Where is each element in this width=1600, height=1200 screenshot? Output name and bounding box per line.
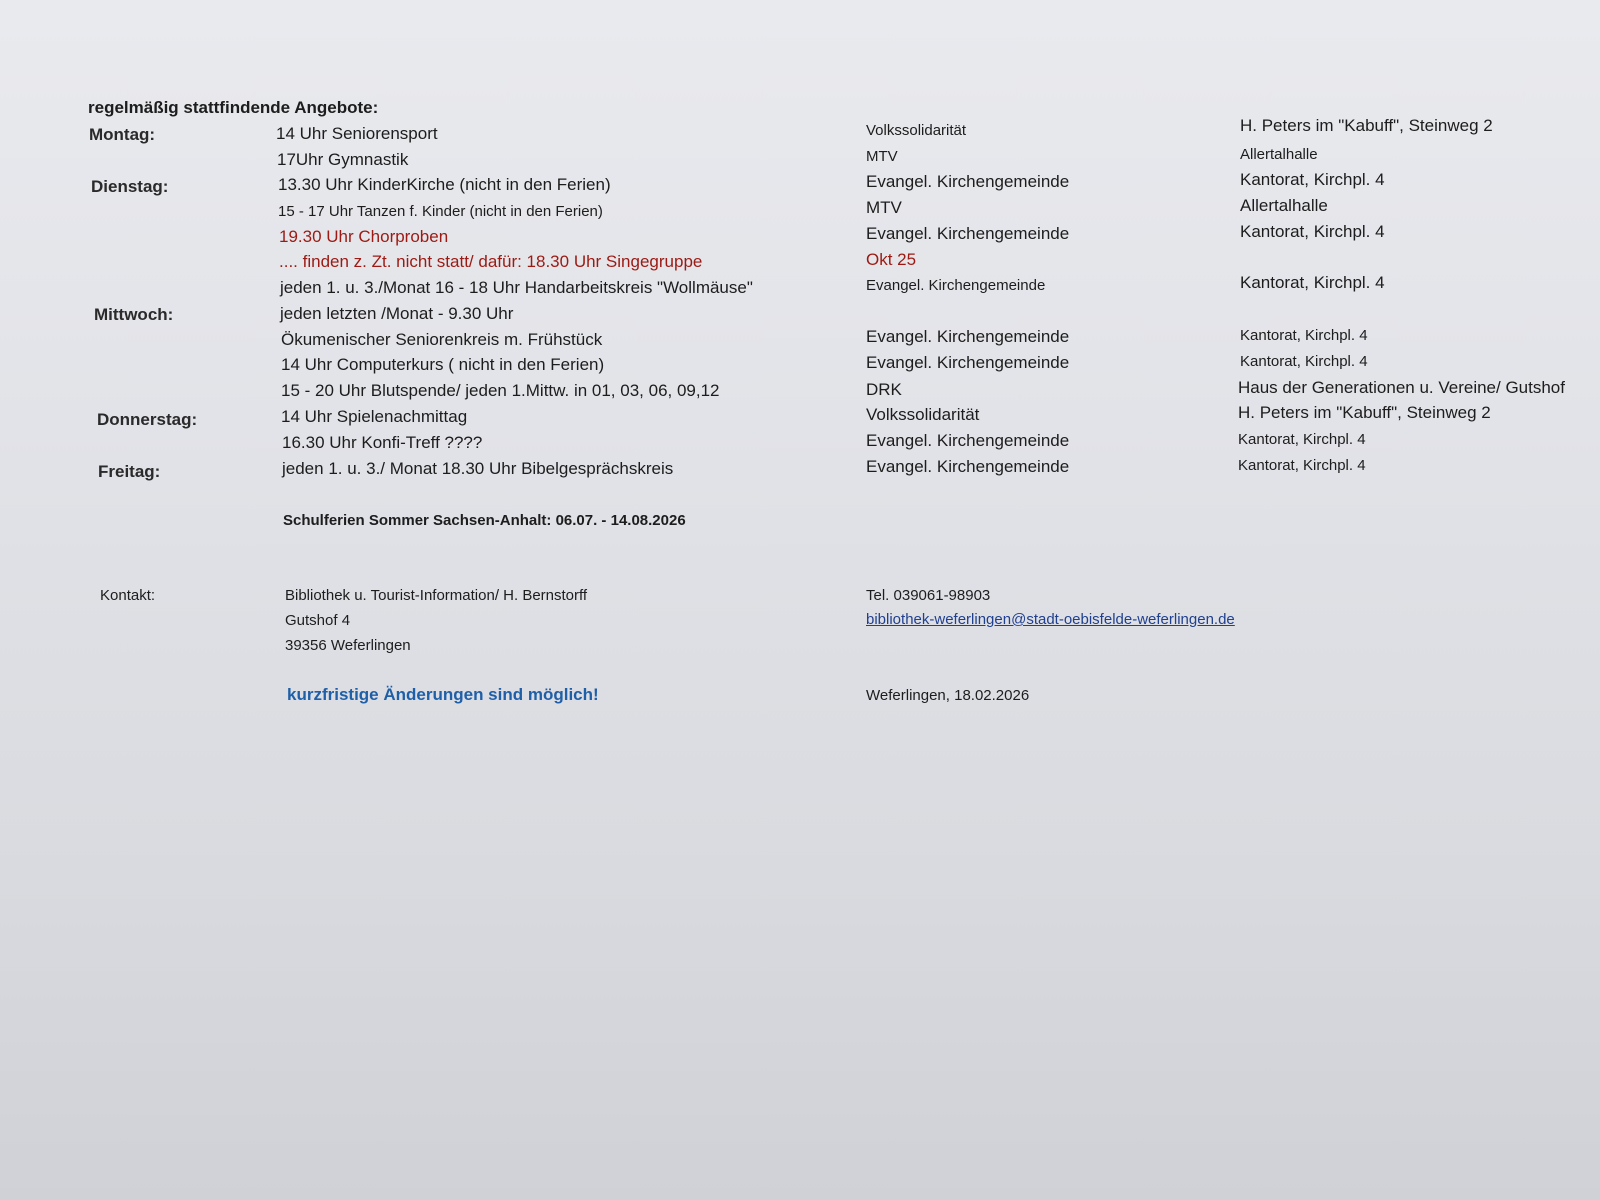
day-label-mittwoch: Mittwoch: [94, 305, 174, 324]
organizer-text: Volkssolidarität [866, 405, 980, 424]
event-text: .... finden z. Zt. nicht statt/ dafür: 18.30 Uhr Singegruppe [279, 252, 703, 271]
location-text: Kantorat, Kirchpl. 4 [1238, 457, 1366, 474]
event-text: 15 - 20 Uhr Blutspende/ jeden 1.Mittw. in 01, 03, 06, 09,12 [281, 381, 720, 400]
event-text: 13.30 Uhr KinderKirche (nicht in den Ferien) [278, 175, 611, 194]
organizer-text: Evangel. Kirchengemeinde [866, 457, 1070, 476]
day-label-dienstag: Dienstag: [91, 177, 169, 196]
event-text: Ökumenischer Seniorenkreis m. Frühstück [281, 330, 603, 349]
event-text: 15 - 17 Uhr Tanzen f. Kinder (nicht in den Ferien) [278, 203, 603, 220]
location-text: Kantorat, Kirchpl. 4 [1238, 431, 1366, 448]
event-text: jeden 1. u. 3./Monat 16 - 18 Uhr Handarbeitskreis "Wollmäuse" [280, 278, 753, 297]
event-text: jeden letzten /Monat - 9.30 Uhr [280, 304, 514, 323]
event-text: 19.30 Uhr Chorproben [279, 227, 449, 246]
location-text: Kantorat, Kirchpl. 4 [1240, 222, 1385, 241]
contact-name: Bibliothek u. Tourist-Information/ H. Bernstorff [285, 587, 588, 604]
organizer-text: Volkssolidarität [866, 122, 967, 139]
location-text: Kantorat, Kirchpl. 4 [1240, 273, 1385, 292]
contact-phone: Tel. 039061-98903 [866, 587, 991, 604]
location-text: Allertalhalle [1240, 196, 1328, 215]
day-label-freitag: Freitag: [98, 462, 161, 481]
organizer-text: MTV [866, 148, 898, 165]
contact-city: 39356 Weferlingen [285, 637, 411, 654]
organizer-text: Okt 25 [866, 250, 917, 269]
organizer-text: Evangel. Kirchengemeinde [866, 172, 1070, 191]
organizer-text: Evangel. Kirchengemeinde [866, 224, 1070, 243]
contact-email-link[interactable]: bibliothek-weferlingen@stadt-oebisfelde-weferlingen.de [866, 611, 1235, 628]
day-label-donnerstag: Donnerstag: [97, 410, 198, 429]
location-text: Kantorat, Kirchpl. 4 [1240, 327, 1368, 344]
section-heading: regelmäßig stattfindende Angebote: [88, 98, 379, 117]
contact-street: Gutshof 4 [285, 612, 351, 629]
location-text: H. Peters im "Kabuff", Steinweg 2 [1238, 403, 1491, 422]
contact-label: Kontakt: [100, 587, 156, 604]
event-text: 16.30 Uhr Konfi-Treff ???? [282, 433, 483, 452]
organizer-text: Evangel. Kirchengemeinde [866, 431, 1070, 450]
changes-notice: kurzfristige Änderungen sind möglich! [287, 685, 599, 704]
location-text: H. Peters im "Kabuff", Steinweg 2 [1240, 116, 1493, 135]
event-text: 17Uhr Gymnastik [277, 150, 409, 169]
event-text: jeden 1. u. 3./ Monat 18.30 Uhr Bibelgesprächskreis [282, 459, 674, 478]
location-text: Allertalhalle [1240, 146, 1318, 163]
organizer-text: MTV [866, 198, 902, 217]
organizer-text: DRK [866, 380, 902, 399]
organizer-text: Evangel. Kirchengemeinde [866, 353, 1070, 372]
day-label-montag: Montag: [89, 125, 156, 144]
event-text: 14 Uhr Computerkurs ( nicht in den Ferien) [281, 355, 605, 374]
location-text: Kantorat, Kirchpl. 4 [1240, 170, 1385, 189]
date-line: Weferlingen, 18.02.2026 [866, 687, 1030, 704]
school-holidays-note: Schulferien Sommer Sachsen-Anhalt: 06.07. - 14.08.2026 [283, 512, 686, 529]
event-text: 14 Uhr Seniorensport [276, 124, 438, 143]
organizer-text: Evangel. Kirchengemeinde [866, 277, 1046, 294]
event-text: 14 Uhr Spielenachmittag [281, 407, 468, 426]
location-text: Haus der Generationen u. Vereine/ Gutshof [1238, 378, 1565, 397]
location-text: Kantorat, Kirchpl. 4 [1240, 353, 1368, 370]
organizer-text: Evangel. Kirchengemeinde [866, 327, 1070, 346]
